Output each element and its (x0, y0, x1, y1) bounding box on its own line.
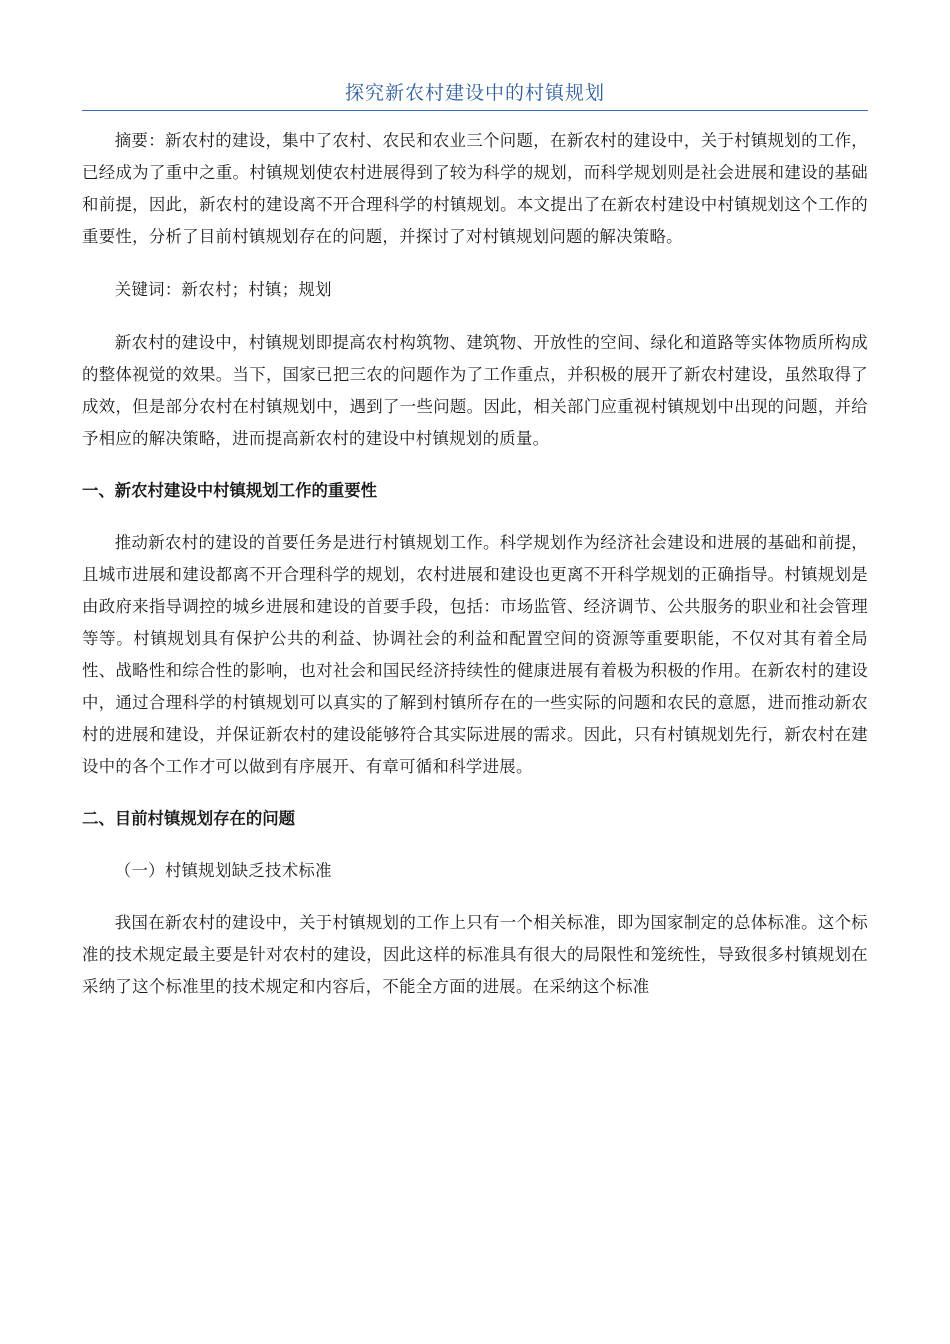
section-2-heading: 二、目前村镇规划存在的问题 (82, 809, 296, 828)
subsection-1-paragraph: 我国在新农村的建设中，关于村镇规划的工作上只有一个相关标准，即为国家制定的总体标准。这个标准的技术规定最主要是针对农村的建设，因此这样的标准具有很大的局限性和笼统性，导致很多村镇规划在采纳了这个标准里的技术规定和内容后，不能全方面的进展。在采纳这个标准 (82, 913, 868, 996)
section-1-paragraph: 推动新农村的建设的首要任务是进行村镇规划工作。科学规划作为经济社会建设和进展的基础和前提，且城市进展和建设都离不开合理科学的规划，农村进展和建设也更离不开科学规划的正确指导。村镇规划是由政府来指导调控的城乡进展和建设的首要手段，包括：市场监管、经济调节、公共服务的职业和社会管理等等。村镇规划具有保护公共的利益、协调社会的利益和配置空间的资源等重要职能，不仅对其有着全局性、战略性和综合性的影响，也对社会和国民经济持续性的健康进展有着极为积极的作用。在新农村的建设中，通过合理科学的村镇规划可以真实的了解到村镇所存在的一些实际的问题和农民的意愿，进而推动新农村的进展和建设，并保证新农村的建设能够符合其实际进展的需求。因此，只有村镇规划先行，新农村在建设中的各个工作才可以做到有序展开、有章可循和科学进展。 (82, 533, 868, 776)
keywords-paragraph: 关键词：新农村；村镇；规划 (114, 280, 332, 299)
subsection-1-heading: （一）村镇规划缺乏技术标准 (114, 861, 332, 880)
title-divider (82, 110, 868, 111)
document-page (82, 78, 868, 1003)
document-title: 探究新农村建设中的村镇规划 (344, 82, 605, 104)
section-1-heading: 一、新农村建设中村镇规划工作的重要性 (82, 481, 378, 500)
intro-paragraph: 新农村的建设中，村镇规划即提高农村构筑物、建筑物、开放性的空间、绿化和道路等实体物质所构成的整体视觉的效果。当下，国家已把三农的问题作为了工作重点，并积极的展开了新农村建设，虽然取得了成效，但是部分农村在村镇规划中，遇到了一些问题。因此，相关部门应重视村镇规划中出现的问题，并给予相应的解决策略，进而提高新农村的建设中村镇规划的质量。 (82, 333, 868, 448)
abstract-paragraph: 摘要：新农村的建设，集中了农村、农民和农业三个问题，在新农村的建设中，关于村镇规划的工作，已经成为了重中之重。村镇规划使农村进展得到了较为科学的规划，而科学规划则是社会进展和建设的基础和前提，因此，新农村的建设离不开合理科学的村镇规划。本文提出了在新农村建设中村镇规划这个工作的重要性，分析了目前村镇规划存在的问题，并探讨了对村镇规划问题的解决策略。 (82, 131, 868, 246)
